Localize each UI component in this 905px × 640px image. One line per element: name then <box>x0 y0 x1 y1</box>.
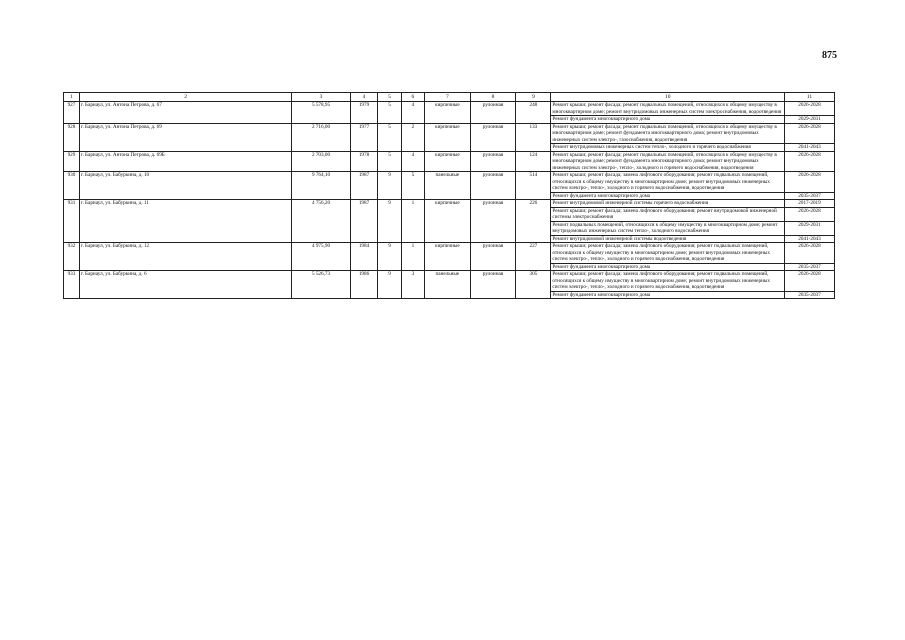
row-number-cell: 927 <box>64 102 80 124</box>
repair-period-cell: 2026-2028 <box>785 172 835 193</box>
roof-type-cell: рулонная <box>470 151 516 172</box>
year-cell: 1979 <box>350 102 378 124</box>
repair-works-cell: Ремонт крыши; ремонт фасада; замена лифтового оборудования; ремонт подвальных помещений, относящихся к общему имуществу в многоквартирном доме; ремонт внутридомовых инженерных систем электро-, тепло-, холодного и горячего водоснабжения, водоотведения <box>551 172 785 193</box>
entrances-cell: 3 <box>401 271 424 299</box>
wall-material-cell: панельные <box>425 172 471 200</box>
row-number-cell: 931 <box>64 200 80 243</box>
wall-material-cell: панельные <box>425 271 471 299</box>
floors-cell: 5 <box>378 151 401 172</box>
entrances-cell: 4 <box>401 102 424 124</box>
area-cell: 2 703,00 <box>292 151 350 172</box>
capital-repair-table <box>63 92 835 299</box>
table-row <box>64 271 835 292</box>
floors-cell: 9 <box>378 243 401 271</box>
repair-period-cell: 2029-2031 <box>785 221 835 235</box>
area-cell: 5 578,95 <box>292 102 350 124</box>
wall-material-cell: кирпичные <box>425 102 471 124</box>
column-9-cell: 226 <box>516 200 551 243</box>
entrances-cell: 1 <box>401 200 424 243</box>
column-9-cell: 124 <box>516 151 551 172</box>
area-cell: 4 756,20 <box>292 200 350 243</box>
roof-type-cell: рулонная <box>470 102 516 124</box>
repair-period-cell: 2026-2028 <box>785 151 835 172</box>
row-number-cell: 928 <box>64 123 80 151</box>
entrances-cell: 5 <box>401 172 424 200</box>
address-cell: г. Барнаул, ул. Бабуркина, д. 11 <box>79 200 291 243</box>
column-header: 10 <box>551 93 785 102</box>
floors-cell: 5 <box>378 123 401 151</box>
row-number-cell: 933 <box>64 271 80 299</box>
table-row <box>64 151 835 172</box>
repair-period-cell: 2026-2028 <box>785 102 835 116</box>
column-9-cell: 514 <box>516 172 551 200</box>
repair-works-cell: Ремонт крыши; ремонт фасада; ремонт подвальных помещений, относящихся к общему имуществу в многоквартирном доме; ремонт внутридомовых инженерных систем электроснабжения, водоотведения <box>551 102 785 116</box>
column-header: 6 <box>401 93 424 102</box>
year-cell: 1987 <box>350 200 378 243</box>
repair-period-cell: 2026-2028 <box>785 123 835 144</box>
column-header: 3 <box>292 93 350 102</box>
entrances-cell: 4 <box>401 151 424 172</box>
table-row <box>64 200 835 208</box>
area-cell: 2 716,00 <box>292 123 350 151</box>
table-row <box>64 172 835 193</box>
column-9-cell: 227 <box>516 243 551 271</box>
repair-works-cell: Ремонт внутридомовых инженерных систем тепло-, холодного и горячего водоснабжения <box>551 144 785 152</box>
address-cell: г. Барнаул, ул. Бабуркина, д. 6 <box>79 271 291 299</box>
repair-works-cell: Ремонт фундамента многоквартирного дома <box>551 192 785 200</box>
year-cell: 1978 <box>350 151 378 172</box>
repair-period-cell: 2035-2037 <box>785 263 835 271</box>
wall-material-cell: кирпичные <box>425 243 471 271</box>
repair-works-cell: Ремонт крыши; ремонт фасада; замена лифтового оборудования; ремонт подвальных помещений, относящихся к общему имуществу в многоквартирном доме; ремонт внутридомовых инженерных систем электро-, тепло-, холодного и горячего водоснабжения, водоотведения <box>551 271 785 292</box>
roof-type-cell: рулонная <box>470 243 516 271</box>
floors-cell: 9 <box>378 200 401 243</box>
year-cell: 1986 <box>350 271 378 299</box>
area-cell: 9 764,10 <box>292 172 350 200</box>
entrances-cell: 1 <box>401 243 424 271</box>
column-9-cell: 305 <box>516 271 551 299</box>
repair-period-cell: 2029-2031 <box>785 116 835 124</box>
column-header: 2 <box>79 93 291 102</box>
area-cell: 5 526,73 <box>292 271 350 299</box>
repair-period-cell: 2026-2028 <box>785 207 835 221</box>
wall-material-cell: кирпичные <box>425 200 471 243</box>
column-header: 7 <box>425 93 471 102</box>
table-row <box>64 123 835 144</box>
column-header: 9 <box>516 93 551 102</box>
entrances-cell: 2 <box>401 123 424 151</box>
column-header: 1 <box>64 93 80 102</box>
floors-cell: 5 <box>378 102 401 124</box>
column-9-cell: 133 <box>516 123 551 151</box>
repair-works-cell: Ремонт фундамента многоквартирного дома <box>551 263 785 271</box>
repair-period-cell: 2041-2043 <box>785 144 835 152</box>
address-cell: г. Барнаул, ул. Антона Петрова, д. 69 <box>79 123 291 151</box>
roof-type-cell: рулонная <box>470 200 516 243</box>
column-header: 11 <box>785 93 835 102</box>
repair-works-cell: Ремонт внутридомовой инженерной системы горячего водоснабжения <box>551 200 785 208</box>
area-cell: 4 975,90 <box>292 243 350 271</box>
column-9-cell: 248 <box>516 102 551 124</box>
address-cell: г. Барнаул, ул. Бабуркина, д. 12 <box>79 243 291 271</box>
column-header: 8 <box>470 93 516 102</box>
repair-period-cell: 2017-2019 <box>785 200 835 208</box>
repair-works-cell: Ремонт крыши; ремонт фасада; ремонт подвальных помещений, относящихся к общему имуществу в многоквартирном доме; ремонт фундамента многоквартирного дома; ремонт внутридомовых инженерных систем электро-, тепло-, холодного и горячего водоснабжения, водоотведения <box>551 151 785 172</box>
repair-works-cell: Ремонт подвальных помещений, относящихся к общему имуществу в многоквартирном доме; ремонт внутридомовых инженерных систем тепло-, холодного водоснабжения <box>551 221 785 235</box>
repair-period-cell: 2026-2028 <box>785 271 835 292</box>
row-number-cell: 930 <box>64 172 80 200</box>
floors-cell: 9 <box>378 271 401 299</box>
floors-cell: 9 <box>378 172 401 200</box>
roof-type-cell: рулонная <box>470 123 516 151</box>
roof-type-cell: рулонная <box>470 271 516 299</box>
address-cell: г. Барнаул, ул. Бабуркина, д. 10 <box>79 172 291 200</box>
wall-material-cell: кирпичные <box>425 151 471 172</box>
repair-works-cell: Ремонт крыши; ремонт фасада; замена лифтового оборудования; ремонт внутридомовой инженерной системы электроснабжения <box>551 207 785 221</box>
row-number-cell: 932 <box>64 243 80 271</box>
repair-period-cell: 2041-2043 <box>785 235 835 243</box>
address-cell: г. Барнаул, ул. Антона Петрова, д. 67 <box>79 102 291 124</box>
repair-works-cell: Ремонт фундамента многоквартирного дома <box>551 116 785 124</box>
column-header: 4 <box>350 93 378 102</box>
page-number: 875 <box>822 50 837 61</box>
repair-works-cell: Ремонт крыши; ремонт фасада; ремонт подвальных помещений, относящихся к общему имуществу в многоквартирном доме; ремонт фундамента многоквартирного дома; ремонт внутридомовых инженерных систем электро-, газоснабжения, водоотведения <box>551 123 785 144</box>
table-row <box>64 243 835 264</box>
column-number-row <box>64 93 835 102</box>
year-cell: 1984 <box>350 243 378 271</box>
repair-works-cell: Ремонт крыши; ремонт фасада; замена лифтового оборудования; ремонт подвальных помещений, относящихся к общему имуществу в многоквартирном доме; ремонт внутридомовых инженерных систем электро-, тепло-, холодного и горячего водоснабжения, водоотведения <box>551 243 785 264</box>
repair-works-cell: Ремонт фундамента многоквартирного дома <box>551 291 785 299</box>
repair-works-cell: Ремонт внутридомовой инженерной системы водоотведения <box>551 235 785 243</box>
repair-period-cell: 2035-2037 <box>785 291 835 299</box>
column-header: 5 <box>378 93 401 102</box>
roof-type-cell: рулонная <box>470 172 516 200</box>
wall-material-cell: кирпичные <box>425 123 471 151</box>
row-number-cell: 929 <box>64 151 80 172</box>
table-row <box>64 102 835 116</box>
repair-period-cell: 2026-2028 <box>785 243 835 264</box>
repair-period-cell: 2035-2037 <box>785 192 835 200</box>
year-cell: 1987 <box>350 172 378 200</box>
year-cell: 1977 <box>350 123 378 151</box>
address-cell: г. Барнаул, ул. Антона Петрова, д. 69Б <box>79 151 291 172</box>
